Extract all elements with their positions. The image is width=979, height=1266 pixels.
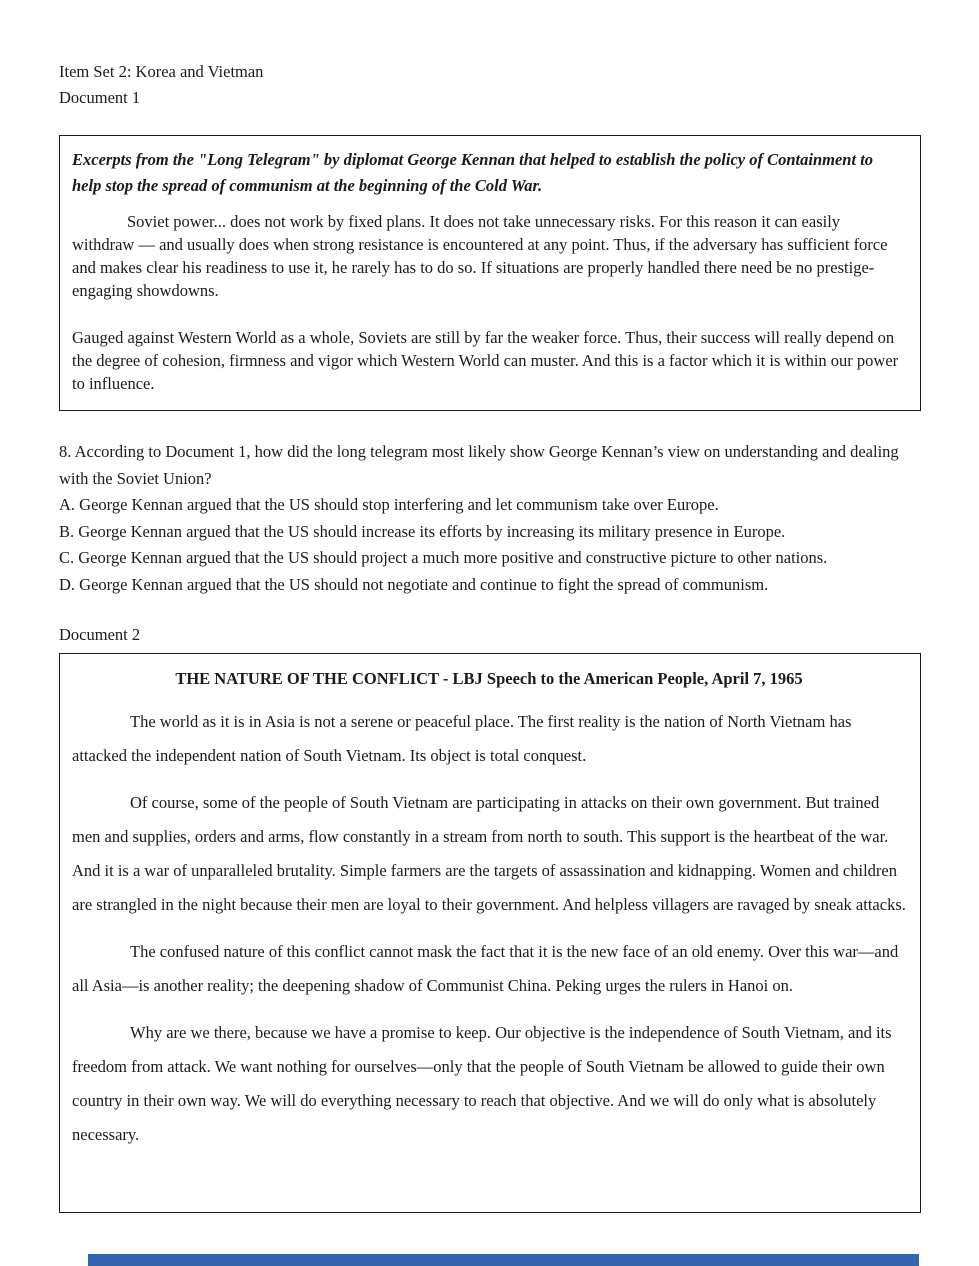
question-8-stem: 8. According to Document 1, how did the long telegram most likely show George Kennan’s view on understanding and dealing with the Soviet Union? [59,442,899,488]
document1-label: Document 1 [59,88,141,107]
question-8-option-a: A. George Kennan argued that the US should stop interfering and let communism take over Europe. [59,495,719,514]
document2-box [59,653,921,1213]
document2-paragraph-1: The world as it is in Asia is not a serene or peaceful place. The first reality is the nation of North Vietnam has attacked the independent nation of South Vietnam. Its object is total conquest. [72,712,852,765]
item-set-title: Item Set 2: Korea and Vietman [59,62,264,81]
question-8-option-c: C. George Kennan argued that the US should project a much more positive and constructive picture to other nations. [59,548,828,567]
document2-paragraph-4: Why are we there, because we have a promise to keep. Our objective is the independence of South Vietnam, and its freedom from attack. We want nothing for ourselves—only that the people of South Vietnam be allowed to guide their own country in their own way. We will do everything necessary to reach that objective. And we will do only what is absolutely necessary. [72,1023,892,1144]
document1-intro: Excerpts from the "Long Telegram" by diplomat George Kennan that helped to establish the policy of Containment to help stop the spread of communism at the beginning of the Cold War. [72,150,874,195]
document1-box [59,135,921,411]
bottom-blue-bar [88,1254,919,1266]
document2-paragraph-2: Of course, some of the people of South Vietnam are participating in attacks on their own government. But trained men and supplies, orders and arms, flow constantly in a stream from north to south. This support is the heartbeat of the war. And it is a war of unparalleled brutality. Simple farmers are the targets of assassination and kidnapping. Women and children are strangled in the night because their men are loyal to their government. And helpless villagers are ravaged by sneak attacks. [72,793,906,914]
document1-paragraph-2: Gauged against Western World as a whole, Soviets are still by far the weaker force. Thus, their success will really depend on the degree of cohesion, firmness and vigor which Western World can muster. And this is a factor which it is within our power to influence. [72,328,899,393]
document1-paragraph-1: Soviet power... does not work by fixed plans. It does not take unnecessary risks. For this reason it can easily withdraw — and usually does when strong resistance is encountered at any point. Thus, if the adversary has sufficient force and makes clear his readiness to use it, he rarely has to do so. If situations are properly handled there need be no prestige-engaging showdowns. [72,212,888,300]
question-8-option-d: D. George Kennan argued that the US should not negotiate and continue to fight the spread of communism. [59,574,769,594]
document2-label: Document 2 [59,625,141,644]
question-8-option-b: B. George Kennan argued that the US should increase its efforts by increasing its military presence in Europe. [59,521,786,541]
question-8 [59,439,921,598]
document2-paragraph-3: The confused nature of this conflict cannot mask the fact that it is the new face of an old enemy. Over this war—and all Asia—is another reality; the deepening shadow of Communist China. Peking urges the rulers in Hanoi on. [72,942,899,995]
document2-title: THE NATURE OF THE CONFLICT - LBJ Speech to the American People, April 7, 1965 [175,669,803,688]
